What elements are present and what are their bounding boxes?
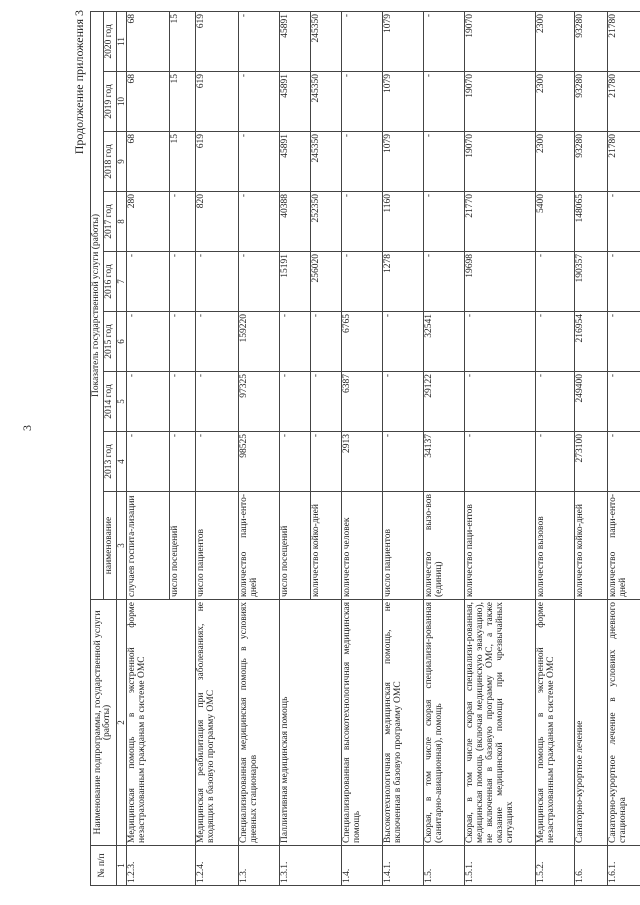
row-unit: количество паци-енто-дней xyxy=(239,492,280,600)
row-value: 216954 xyxy=(575,312,608,372)
row-value: 68 xyxy=(127,132,170,192)
row-value: - xyxy=(383,312,424,372)
row-value: 21780 xyxy=(608,132,640,192)
row-unit: количество человек xyxy=(342,492,383,600)
row-code: 1.3.1. xyxy=(280,846,342,886)
row-value: 159220 xyxy=(239,312,280,372)
row-value: - xyxy=(465,372,536,432)
row-value: - xyxy=(608,252,640,312)
row-value: 21780 xyxy=(608,72,640,132)
row-value: - xyxy=(342,192,383,252)
row-value: - xyxy=(239,132,280,192)
table-row xyxy=(424,11,465,885)
row-value: - xyxy=(170,372,196,432)
row-name: Медицинская помощь в экстренной форме незастрахованным гражданам в системе ОМС xyxy=(127,600,196,846)
row-value: 97325 xyxy=(239,372,280,432)
row-unit: число пациентов xyxy=(196,492,239,600)
row-value: 2300 xyxy=(536,11,575,71)
column-index: 10 xyxy=(116,72,126,132)
row-value: 1079 xyxy=(383,11,424,71)
row-unit: случаев госпита-лизации xyxy=(127,492,170,600)
column-index: 4 xyxy=(116,432,126,492)
row-value: 40388 xyxy=(280,192,311,252)
table-row xyxy=(127,11,170,885)
row-value: - xyxy=(280,432,311,492)
row-value: - xyxy=(536,372,575,432)
row-code: 1.2.4. xyxy=(196,846,239,886)
row-code: 1.5.2. xyxy=(536,846,575,886)
row-value: 93280 xyxy=(575,72,608,132)
header-name: Наименование подпрограммы, государственной услуги (работы) xyxy=(91,600,117,846)
row-unit: количество вызовов xyxy=(536,492,575,600)
row-value: 252350 xyxy=(311,192,342,252)
row-value: 6387 xyxy=(342,372,383,432)
row-value: - xyxy=(608,372,640,432)
row-value: 19070 xyxy=(465,72,536,132)
column-index: 6 xyxy=(116,312,126,372)
row-value: 2300 xyxy=(536,72,575,132)
row-code: 1.5. xyxy=(424,846,465,886)
row-unit: число пациентов xyxy=(383,492,424,600)
row-name: Санаторно-курортное лечение в условиях дневного стационара xyxy=(608,600,640,846)
table-row xyxy=(280,11,311,885)
row-value: 19698 xyxy=(465,252,536,312)
row-value: 68 xyxy=(127,11,170,71)
column-index: 5 xyxy=(116,372,126,432)
header-indicator-group: Показатель государственной услуги (работы) xyxy=(91,11,104,599)
page-number: 3 xyxy=(20,425,34,431)
row-value: - xyxy=(342,11,383,71)
row-value: - xyxy=(127,312,170,372)
row-value: 619 xyxy=(196,11,239,71)
row-value: 245350 xyxy=(311,72,342,132)
row-value: - xyxy=(424,192,465,252)
row-value: - xyxy=(536,252,575,312)
table-row xyxy=(536,11,575,885)
column-index: 11 xyxy=(116,11,126,71)
column-index: 9 xyxy=(116,132,126,192)
row-value: - xyxy=(196,372,239,432)
row-value: - xyxy=(170,252,196,312)
row-value: 15 xyxy=(170,11,196,71)
row-value: 6765 xyxy=(342,312,383,372)
row-value: - xyxy=(536,312,575,372)
row-value: 619 xyxy=(196,132,239,192)
row-code: 1.6.1. xyxy=(608,846,640,886)
row-unit: количество паци-ентов xyxy=(465,492,536,600)
header-year: 2014 год xyxy=(103,372,116,432)
row-value: - xyxy=(342,252,383,312)
row-value: - xyxy=(170,312,196,372)
row-code: 1.5.1. xyxy=(465,846,536,886)
row-name: Скорая, в том числе скорая специализи-рованная (санитарно-авиационная), помощь xyxy=(424,600,465,846)
row-value: 245350 xyxy=(311,132,342,192)
appendix-note: Продолжение приложения 3 xyxy=(72,10,86,155)
row-value: 19070 xyxy=(465,11,536,71)
row-value: 32541 xyxy=(424,312,465,372)
row-code: 1.4.1. xyxy=(383,846,424,886)
row-value: - xyxy=(127,432,170,492)
row-value: 256020 xyxy=(311,252,342,312)
row-value: 29122 xyxy=(424,372,465,432)
row-value: - xyxy=(608,432,640,492)
row-value: - xyxy=(280,372,311,432)
row-value: 45891 xyxy=(280,132,311,192)
row-value: 1160 xyxy=(383,192,424,252)
row-value: - xyxy=(608,312,640,372)
row-value: 245350 xyxy=(311,11,342,71)
row-value: - xyxy=(311,372,342,432)
column-index: 3 xyxy=(116,492,126,600)
row-value: 1278 xyxy=(383,252,424,312)
row-name: Скорая, в том числе скорая специализи-рованная, медицинская помощь (включая медицинскую эвакуацию), не включенная в базовую программу ОМС, а также оказание медицинской помощи при чрезвычайных ситуациях xyxy=(465,600,536,846)
row-name: Паллиативная медицинская помощь xyxy=(280,600,342,846)
header-year: 2015 год xyxy=(103,312,116,372)
row-value: - xyxy=(383,372,424,432)
header-year: 2013 год xyxy=(103,432,116,492)
row-value: 820 xyxy=(196,192,239,252)
row-value: - xyxy=(342,72,383,132)
header-year: 2017 год xyxy=(103,192,116,252)
row-value: - xyxy=(239,72,280,132)
header-num: № п/п xyxy=(91,846,117,886)
row-value: - xyxy=(311,432,342,492)
row-value: 15 xyxy=(170,132,196,192)
row-unit: количество койко-дней xyxy=(311,492,342,600)
table-row xyxy=(465,11,536,885)
row-value: 280 xyxy=(127,192,170,252)
header-year: 2020 год xyxy=(103,11,116,71)
row-name: Высокотехнологичная медицинская помощь, не включенная в базовую программу ОМС xyxy=(383,600,424,846)
row-code: 1.3. xyxy=(239,846,280,886)
column-index-row xyxy=(116,11,126,885)
row-name: Медицинская помощь в экстренной форме незастрахованным гражданам в системе ОМС xyxy=(536,600,575,846)
row-value: - xyxy=(383,432,424,492)
row-name: Санаторно-курортное лечение xyxy=(575,600,608,846)
row-value: 98525 xyxy=(239,432,280,492)
row-value: 93280 xyxy=(575,132,608,192)
row-value: 15 xyxy=(170,72,196,132)
column-index: 2 xyxy=(116,600,126,846)
row-unit: количество койко-дней xyxy=(575,492,608,600)
row-value: - xyxy=(196,432,239,492)
row-value: 2300 xyxy=(536,132,575,192)
table-row xyxy=(196,11,239,885)
header-year: 2018 год xyxy=(103,132,116,192)
row-value: - xyxy=(239,252,280,312)
row-unit: количество паци-енто-дней xyxy=(608,492,640,600)
row-value: 249400 xyxy=(575,372,608,432)
row-value: - xyxy=(608,192,640,252)
row-code: 1.4. xyxy=(342,846,383,886)
row-unit: число посещений xyxy=(170,492,196,600)
row-value: 21770 xyxy=(465,192,536,252)
row-value: 45891 xyxy=(280,72,311,132)
row-value: - xyxy=(170,432,196,492)
row-value: 15191 xyxy=(280,252,311,312)
row-code: 1.6. xyxy=(575,846,608,886)
row-value: 68 xyxy=(127,72,170,132)
row-value: 93280 xyxy=(575,11,608,71)
row-name: Специализированная высокотехнологичная медицинская помощь xyxy=(342,600,383,846)
row-name: Медицинская реабилитация при заболеваниях, не входящих в базовую программу ОМС xyxy=(196,600,239,846)
row-unit: количество вызо-вов (единиц) xyxy=(424,492,465,600)
table-row xyxy=(342,11,383,885)
table-row xyxy=(575,11,608,885)
row-value: - xyxy=(196,312,239,372)
row-value: - xyxy=(127,372,170,432)
row-value: - xyxy=(196,252,239,312)
row-value: - xyxy=(465,312,536,372)
row-value: - xyxy=(127,252,170,312)
row-value: 21780 xyxy=(608,11,640,71)
row-value: - xyxy=(424,252,465,312)
row-value: 1079 xyxy=(383,132,424,192)
row-value: - xyxy=(239,192,280,252)
column-index: 1 xyxy=(116,846,126,886)
row-value: - xyxy=(424,11,465,71)
row-value: - xyxy=(239,11,280,71)
services-table xyxy=(90,11,640,886)
row-value: 190357 xyxy=(575,252,608,312)
table-row xyxy=(239,11,280,885)
row-code: 1.2.3. xyxy=(127,846,196,886)
row-value: 2913 xyxy=(342,432,383,492)
row-value: - xyxy=(424,132,465,192)
row-value: 45891 xyxy=(280,11,311,71)
row-unit: число посещений xyxy=(280,492,311,600)
row-value: - xyxy=(465,432,536,492)
table-row xyxy=(383,11,424,885)
header-unit: наименование xyxy=(103,492,116,600)
row-value: - xyxy=(342,132,383,192)
row-value: - xyxy=(280,312,311,372)
row-value: 148065 xyxy=(575,192,608,252)
row-value: - xyxy=(424,72,465,132)
column-index: 7 xyxy=(116,252,126,312)
row-value: 1079 xyxy=(383,72,424,132)
header-year: 2019 год xyxy=(103,72,116,132)
row-value: 619 xyxy=(196,72,239,132)
header-year: 2016 год xyxy=(103,252,116,312)
row-value: - xyxy=(536,432,575,492)
table-row xyxy=(608,11,640,885)
row-value: 5400 xyxy=(536,192,575,252)
row-value: 34137 xyxy=(424,432,465,492)
row-value: - xyxy=(311,312,342,372)
row-value: 19070 xyxy=(465,132,536,192)
rotated-page xyxy=(70,2,630,892)
column-index: 8 xyxy=(116,192,126,252)
row-value: - xyxy=(170,192,196,252)
row-name: Специализированная медицинская помощь в условиях дневных стационаров xyxy=(239,600,280,846)
row-value: 273100 xyxy=(575,432,608,492)
